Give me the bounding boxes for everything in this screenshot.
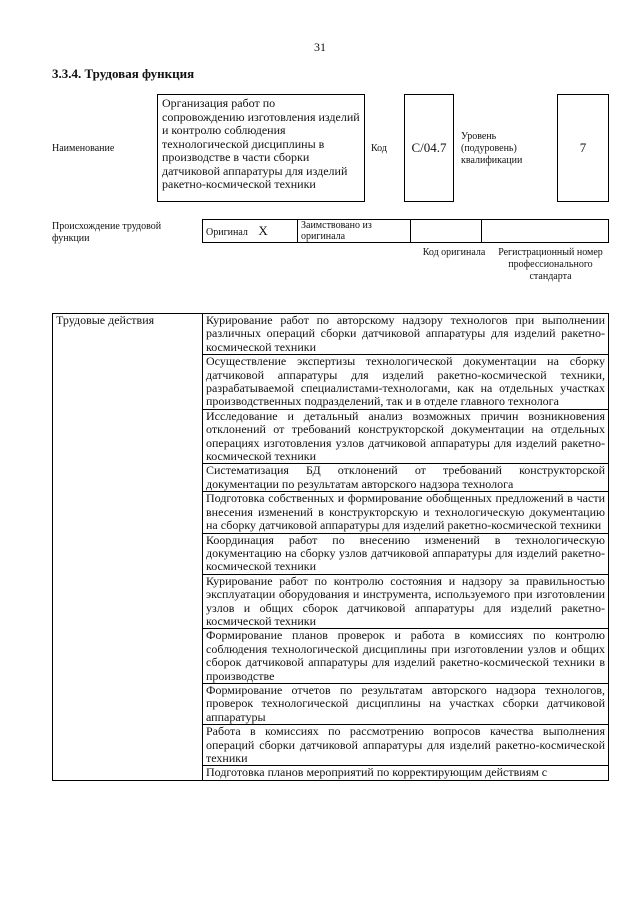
code-label: Код	[371, 143, 387, 154]
function-name-box	[157, 94, 365, 202]
list-item: Подготовка собственных и формирование обобщенных предложений в части внесения изменений в конструкторскую и технологическую документацию на сборку датчиковой аппаратуры для изделий ракетно-космической техники	[203, 492, 609, 533]
list-item: Координация работ по внесению изменений в технологическую документацию на сборку узлов датчиковой аппаратуры для изделий ракетно-космической техники	[203, 533, 609, 574]
code-value: С/04.7	[411, 140, 447, 155]
labor-actions-label: Трудовые действия	[53, 314, 203, 781]
list-item: Работа в комиссиях по рассмотрению вопросов качества выполнения операций сборки датчиковой аппаратуры для изделий ракетно-космической техники	[203, 725, 609, 766]
list-item: Формирование планов проверок и работа в комиссиях по контролю соблюдения технологической дисциплины при изготовлении узлов и общих сборок датчиковой аппаратуры для изделий ракетно-космической техники в производстве	[203, 629, 609, 684]
code-original-caption: Код оригинала	[422, 247, 486, 258]
qualification-level-box	[557, 94, 609, 202]
origin-code-cell	[411, 220, 482, 243]
labor-actions-table	[52, 313, 609, 781]
reg-number-caption: Регистрационный номер профессионального стандарта	[498, 247, 603, 282]
origin-label: Происхождение трудовой функции	[52, 221, 162, 244]
list-item: Курирование работ по контролю состояния и надзору за правильностью эксплуатации оборудования и инструмента, используемого при изготовлении узлов и общих сборок датчиковой аппаратуры для изделий ракетно-космической техники	[203, 574, 609, 629]
original-label: Оригинал	[206, 226, 248, 238]
list-item: Исследование и детальный анализ возможных причин возникновения отклонений от требований конструкторской документации на отдельных операциях изготовления узлов датчиковой аппаратуры для изделий ракетно-космической техники	[203, 409, 609, 464]
list-item: Подготовка планов мероприятий по корректирующим действиям с	[203, 766, 609, 780]
qualification-level-label: Уровень (подуровень) квалификации	[461, 131, 523, 166]
list-item: Осуществление экспертизы технологической документации на сборку датчиковой аппаратуры для изделий ракетно-космической техники, разрабатываемой специалистами-технологами, как на отдельных участках производственных подразделений, так и в отделе главного технолога	[203, 355, 609, 410]
original-mark: X	[258, 222, 268, 238]
table-row	[53, 314, 609, 355]
origin-original-cell	[203, 220, 298, 243]
list-item: Курирование работ по авторскому надзору технологов при выполнении различных операций сборки датчиковой аппаратуры для изделий ракетно-космической техники	[203, 314, 609, 355]
qualification-level-value: 7	[579, 140, 587, 155]
name-label: Наименование	[52, 143, 115, 154]
code-value-box	[404, 94, 454, 202]
origin-borrowed-cell	[298, 220, 411, 243]
borrowed-label: Заимствовано из оригинала	[301, 220, 372, 242]
list-item: Формирование отчетов по результатам авторского надзора технологов, проверок технологической дисциплины на участках сборки датчиковой аппаратуры	[203, 683, 609, 724]
page-number: 31	[314, 40, 326, 54]
section-title: 3.3.4. Трудовая функция	[52, 66, 195, 81]
list-item: Систематизация БД отклонений от требований конструкторской документации по результатам авторского надзора технолога	[203, 464, 609, 492]
function-name: Организация работ по сопровождению изготовления изделий и контролю соблюдения технологической дисциплины в производстве в части сборки датчиковой аппаратуры для изделий ракетно-космической техники	[162, 96, 360, 191]
origin-reg-number-cell	[482, 220, 609, 243]
origin-table	[202, 219, 609, 243]
